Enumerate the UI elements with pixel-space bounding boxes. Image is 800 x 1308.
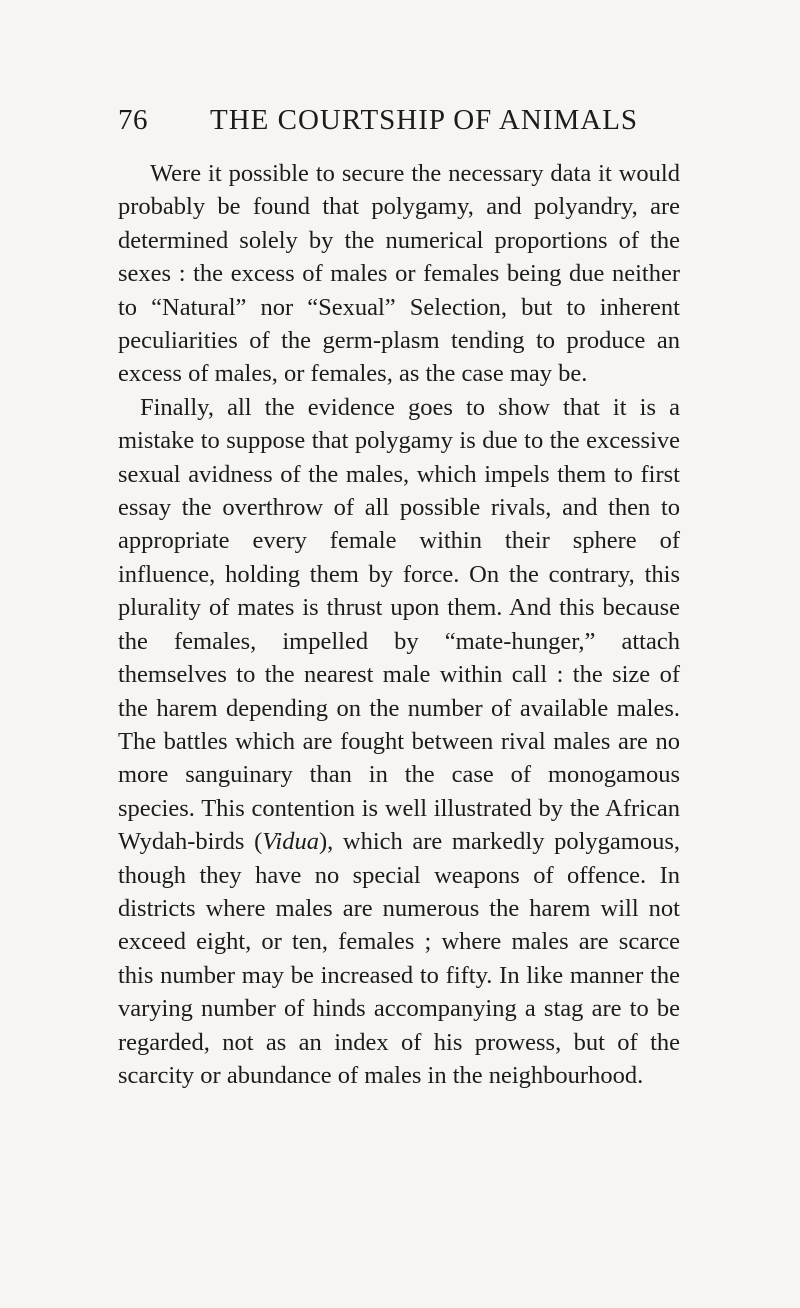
paragraph-2: [118, 391, 680, 1093]
paragraph-1: Were it possible to secure the necessary data it would probably be found that polygamy, and polyandry, are determined solely by the numerical proportions of the sexes : the excess of males or females being due neither to “Natural” nor “Sexual” Selection, but to inherent peculiarities of the germ-plasm tending to produce an excess of males, or females, as the case may be.: [118, 160, 680, 388]
page-number: 76: [118, 104, 148, 136]
running-head: [118, 104, 638, 144]
paragraph-2-part-1: Finally, all the evidence goes to show that it is a mistake to suppose that polygamy is due to the excessive sexual avidness of the males, which impels them to first essay the overthrow of all possible rivals, and then to appropriate every female within their sphere of influence, holding them by force. On the contrary, this plurality of mates is thrust upon them. And this because the females, impelled by “mate-hunger,” attach themselves to the nearest male within call : the size of the harem depending on the number of available males. The battles which are fought between rival males are no more sanguinary than in the case of monogamous species. This contention is well illustrated by the African Wydah-birds (: [118, 393, 680, 856]
body-text: [118, 157, 680, 1092]
running-title: THE COURTSHIP OF ANIMALS: [210, 104, 639, 136]
genus-name-italic: Vidua: [262, 828, 319, 856]
paragraph-2-part-2: ), which are markedly polygamous, though they have no special weapons of offence. In districts where males are numerous the harem will not exceed eight, or ten, females ; where males are scarce this number may be increased to fifty. In like manner the varying number of hinds accompanying a stag are to be regarded, not as an index of his prowess, but of the scarcity or abundance of males in the neighbourhood.: [118, 828, 680, 1089]
